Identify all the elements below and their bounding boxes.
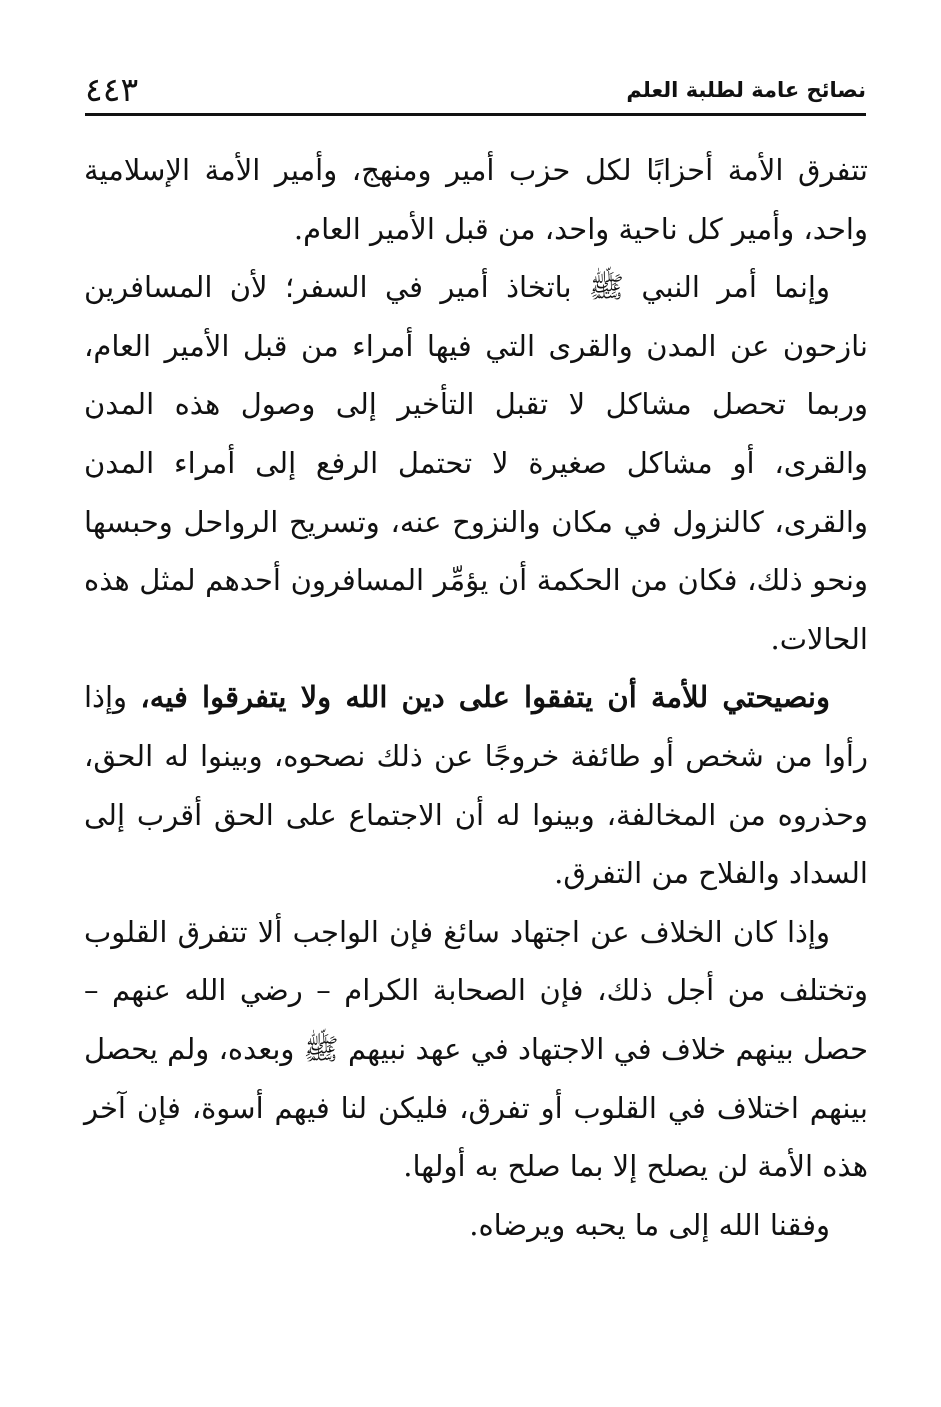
page-header (85, 70, 866, 116)
paragraph-3-bold-lead: ونصيحتي للأمة أن يتفقوا على دين الله ولا يتفرقوا فيه، (140, 680, 830, 715)
page-number: ٤٤٣ (85, 70, 139, 109)
paragraph-1: تتفرق الأمة أحزابًا لكل حزب أمير ومنهج، وأمير الأمة الإسلامية واحد، وأمير كل ناحية واحد، من قبل الأمير العام. (84, 153, 868, 246)
paragraph-3 (84, 668, 868, 902)
paragraph-3-text: وإذا رأوا من شخص أو طائفة خروجًا عن ذلك نصحوه، وبينوا له الحق، وحذروه من المخالفة، وبينوا له أن الاجتماع على الحق أقرب إلى السداد والفلاح من التفرق. (84, 680, 868, 891)
body-text (84, 141, 868, 1254)
paragraph-2: وإنما أمر النبي ﷺ باتخاذ أمير في السفر؛ لأن المسافرين نازحون عن المدن والقرى التي فيها أمراء من قبل الأمير العام، وربما تحصل مشاكل لا تقبل التأخير إلى وصول هذه المدن والقرى، أو مشاكل صغيرة لا تحتمل الرفع إلى أمراء المدن والقرى، كالنزول في مكان والنزوح عنه، وتسريح الرواحل وحبسها ونحو ذلك، فكان من الحكمة أن يؤمِّر المسافرون أحدهم لمثل هذه الحالات. (84, 270, 868, 656)
running-title: نصائح عامة لطلبة العلم (626, 78, 866, 102)
header-rule (85, 113, 866, 116)
paragraph-5: وفقنا الله إلى ما يحبه ويرضاه. (469, 1207, 830, 1242)
paragraph-4: وإذا كان الخلاف عن اجتهاد سائغ فإن الواجب ألا تتفرق القلوب وتختلف من أجل ذلك، فإن الصحابة الكرام – رضي الله عنهم – حصل بينهم خلاف في الاجتهاد في عهد نبيهم ﷺ وبعده، ولم يحصل بينهم اختلاف في القلوب أو تفرق، فليكن لنا فيهم أسوة، فإن آخر هذه الأمة لن يصلح إلا بما صلح به أولها. (84, 914, 868, 1184)
